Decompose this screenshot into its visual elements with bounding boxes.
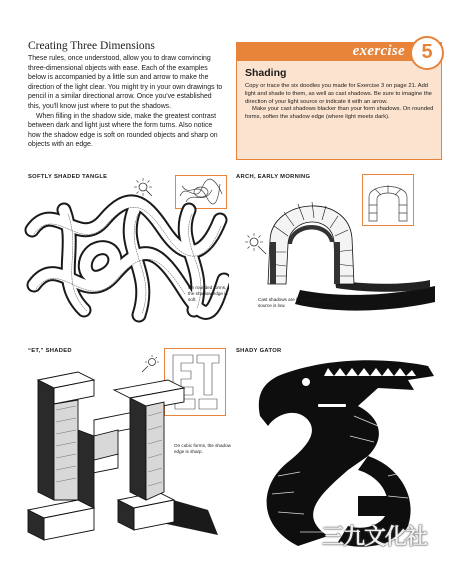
- panel-caption-arch: ARCH, EARLY MORNING: [236, 174, 311, 180]
- panel-caption-et: “ET,” SHADED: [28, 348, 72, 354]
- exercise-title: Shading: [245, 67, 287, 79]
- intro-paragraph-1: These rules, once understood, allow you to draw convincing three-dimensional objects with ease. Each of the examples below is accompanied by a little sun and arrow to make the direction of the light clear. You might try in your own drawings to pencil in a similar directional arrow. Once you've established this, you'll know just where to put the shadows.: [28, 55, 223, 110]
- gator-note: Sometimes you can give the cast shadow a personality of its own.: [384, 419, 435, 436]
- exercise-paragraph-2: Make your cast shadows blacker than your form shadows. On rounded forms, soften the shadow edge (where light meets dark).: [245, 106, 434, 121]
- intro-paragraph-2: When filling in the shadow side, make the greatest contrast between dark and light just where the form turns. Also notice how the shadow edge is soft on rounded objects and sharp on objects with an edge.: [28, 112, 218, 149]
- intro-heading: Creating Three Dimensions: [28, 40, 155, 52]
- exercise-body: [245, 83, 437, 122]
- tangle-note: On rounded forms, the shadow edge is soft.: [188, 285, 228, 302]
- publisher-watermark: 三九文化社: [322, 525, 428, 550]
- panel-caption-gator: SHADY GATOR: [236, 348, 282, 354]
- et-drawing: [18, 360, 228, 550]
- tangle-drawing: [24, 190, 229, 332]
- et-note: On cubic forms, the shadow edge is sharp.: [174, 443, 231, 454]
- exercise-label: exercise: [352, 43, 405, 59]
- panel-caption-tangle: SOFTLY SHADED TANGLE: [28, 174, 108, 180]
- intro-text: [28, 54, 226, 150]
- exercise-paragraph-1: Copy or trace the six doodles you made for Exercise 3 on page 21. Add light and shade to them, as well as cast shadows. Be sure to imagine the direction of your light source or indicate it with an arrow.: [245, 83, 432, 105]
- exercise-number-badge: 5: [410, 36, 444, 70]
- arch-note: Cast shadows are long when the light source is low.: [258, 297, 335, 308]
